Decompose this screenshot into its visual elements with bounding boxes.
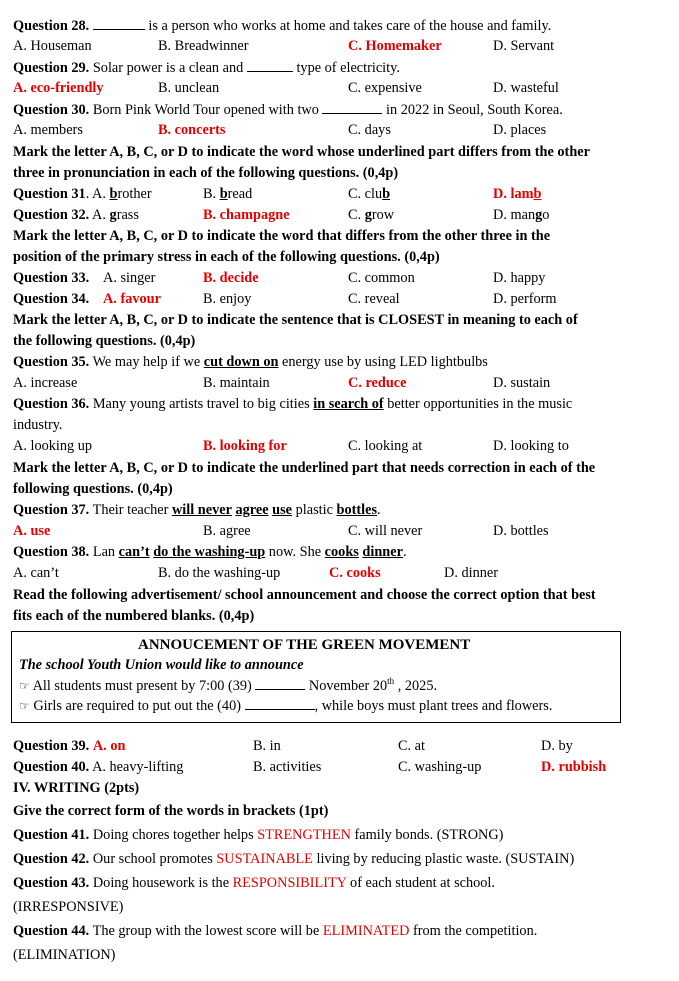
q37-label: Question 37.: [13, 502, 90, 518]
q32-label: Question 32.: [13, 207, 90, 223]
q39-option-d[interactable]: D. by: [541, 738, 573, 754]
q38-option-b[interactable]: B. do the washing-up: [158, 565, 281, 581]
q36-option-d[interactable]: D. looking to: [493, 438, 569, 454]
q28-stem: Question 28. is a person who works at home and takes care of the house and family.: [13, 18, 552, 34]
q30-label: Question 30.: [13, 102, 90, 118]
announcement-line-1: ☞ All students must present by 7:00 (39) November 20th , 2025.: [19, 676, 438, 694]
q29-option-b[interactable]: B. unclean: [158, 80, 220, 96]
q30-blank: [322, 101, 382, 114]
q33-option-d[interactable]: D. happy: [493, 270, 546, 286]
q32-option-d[interactable]: D. mango: [493, 207, 550, 223]
q38-option-c[interactable]: C. cooks: [329, 565, 381, 581]
q44-hint: (ELIMINATION): [13, 947, 116, 963]
instruction-announcement-line1: Read the following advertisement/ school announcement and choose the correct option that best: [13, 587, 596, 603]
q37-option-a[interactable]: A. use: [13, 523, 51, 539]
q39-row: [13, 738, 673, 755]
q31-label: Question 31: [13, 186, 86, 202]
q29-stem: Question 29. Solar power is a clean and type of electricity.: [13, 60, 400, 76]
q31-row: Question 31. A. brother B. bread C. club D. lamb: [13, 186, 542, 202]
q38-label: Question 38.: [13, 544, 90, 560]
instruction-closest-line1: Mark the letter A, B, C, or D to indicate the sentence that is CLOSEST in meaning to each of: [13, 312, 578, 328]
q34-label: Question 34.: [13, 291, 90, 307]
q28-option-c[interactable]: C. Homemaker: [348, 38, 442, 54]
q36-stem: Question 36. Many young artists travel to big cities in search of better opportunities in the music: [13, 396, 573, 412]
q38-stem: Question 38. Lan can’t do the washing-up now. She cooks dinner.: [13, 544, 407, 560]
pointing-hand-icon: ☞: [19, 679, 30, 693]
q35-stem: Question 35. We may help if we cut down on energy use by using LED lightbulbs: [13, 354, 488, 370]
q29-option-a[interactable]: A. eco-friendly: [13, 80, 104, 96]
q32-option-c[interactable]: C. grow: [348, 207, 395, 223]
q35-option-d[interactable]: D. sustain: [493, 375, 551, 391]
q40-row: [13, 759, 673, 776]
q28-option-b[interactable]: B. Breadwinner: [158, 38, 249, 54]
q35-option-c[interactable]: C. reduce: [348, 375, 407, 391]
q33-option-b[interactable]: B. decide: [203, 270, 259, 286]
q30-option-b[interactable]: B. concerts: [158, 122, 226, 138]
q35-option-a[interactable]: A. increase: [13, 375, 78, 391]
q31-option-c[interactable]: C. club: [348, 186, 391, 202]
q41-row: Question 41. Doing chores together helps STRENGTHEN family bonds. (STRONG): [13, 827, 504, 843]
q30-stem: Question 30. Born Pink World Tour opened with two in 2022 in Seoul, South Korea.: [13, 102, 563, 118]
instruction-stress-line1: Mark the letter A, B, C, or D to indicate the word that differs from the other three in the: [13, 228, 551, 244]
q40-label: Question 40.: [13, 759, 90, 775]
q43-row: Question 43. Doing housework is the RESPONSIBILITY of each student at school.: [13, 875, 495, 891]
announcement-subtitle: The school Youth Union would like to announce: [19, 657, 304, 673]
announcement-title: ANNOUCEMENT OF THE GREEN MOVEMENT: [138, 637, 471, 653]
instruction-stress-line2: position of the primary stress in each of the following questions. (0,4p): [13, 249, 440, 265]
q30-option-d[interactable]: D. places: [493, 122, 547, 138]
q36-option-c[interactable]: C. looking at: [348, 438, 423, 454]
q39-option-b[interactable]: B. in: [253, 738, 281, 754]
instruction-correction-line2: following questions. (0,4p): [13, 481, 173, 497]
q30-option-c[interactable]: C. days: [348, 122, 391, 138]
q44-label: Question 44.: [13, 923, 90, 939]
instruction-pronunciation-line1: Mark the letter A, B, C, or D to indicate the word whose underlined part differs from the other: [13, 144, 590, 160]
q40-option-c[interactable]: C. washing-up: [398, 759, 482, 775]
q35-option-b[interactable]: B. maintain: [203, 375, 270, 391]
q39-option-c[interactable]: C. at: [398, 738, 426, 754]
blank-40: [245, 697, 315, 710]
q34-option-c[interactable]: C. reveal: [348, 291, 400, 307]
q34-row: [13, 291, 673, 308]
pointing-hand-icon: ☞: [19, 699, 30, 713]
q34-option-b[interactable]: B. enjoy: [203, 291, 252, 307]
q34-option-a[interactable]: A. favour: [103, 291, 161, 307]
instruction-word-form: Give the correct form of the words in brackets (1pt): [13, 803, 329, 819]
blank-39: [255, 677, 305, 690]
q30-option-a[interactable]: A. members: [13, 122, 83, 138]
q29-option-d[interactable]: D. wasteful: [493, 80, 559, 96]
q31-option-b[interactable]: B. bread: [203, 186, 253, 202]
q42-answer: SUSTAINABLE: [216, 851, 313, 867]
q33-row: [13, 270, 673, 287]
q36-label: Question 36.: [13, 396, 90, 412]
q39-option-a[interactable]: A. on: [92, 738, 126, 754]
instruction-correction-line1: Mark the letter A, B, C, or D to indicate the underlined part that needs correction in each of the: [13, 460, 596, 476]
instruction-announcement-line2: fits each of the numbered blanks. (0,4p): [13, 608, 255, 624]
q41-label: Question 41.: [13, 827, 90, 843]
q33-label: Question 33.: [13, 270, 90, 286]
q33-option-a[interactable]: A. singer: [103, 270, 156, 286]
section-writing-heading: IV. WRITING (2pts): [13, 780, 140, 796]
q37-option-d[interactable]: D. bottles: [493, 523, 549, 539]
q39-label: Question 39.: [13, 738, 90, 754]
q31-option-d[interactable]: D. lamb: [493, 186, 542, 202]
q38-option-a[interactable]: A. can’t: [13, 565, 59, 581]
q32-option-b[interactable]: B. champagne: [203, 207, 290, 223]
q40-option-a[interactable]: A. heavy-lifting: [92, 759, 184, 775]
q43-label: Question 43.: [13, 875, 90, 891]
q36-option-a[interactable]: A. looking up: [13, 438, 93, 454]
q42-row: Question 42. Our school promotes SUSTAINABLE living by reducing plastic waste. (SUSTAIN): [13, 851, 575, 867]
q32-row: Question 32. A. grass B. champagne C. grow D. mango: [13, 207, 550, 223]
q28-blank: [93, 17, 145, 30]
q35-label: Question 35.: [13, 354, 90, 370]
q38-option-d[interactable]: D. dinner: [444, 565, 498, 581]
q37-stem: Question 37. Their teacher will never agree use plastic bottles.: [13, 502, 381, 518]
q42-label: Question 42.: [13, 851, 90, 867]
instruction-pronunciation-line2: three in pronunciation in each of the following questions. (0,4p): [13, 165, 399, 181]
q43-hint: (IRRESPONSIVE): [13, 899, 124, 915]
q40-option-d[interactable]: D. rubbish: [541, 759, 607, 775]
q40-option-b[interactable]: B. activities: [253, 759, 322, 775]
q37-option-c[interactable]: C. will never: [348, 523, 423, 539]
announcement-line-2: ☞ Girls are required to put out the (40) , while boys must plant trees and flowers.: [19, 698, 553, 714]
q28-option-d[interactable]: D. Servant: [493, 38, 555, 54]
q43-answer: RESPONSIBILITY: [232, 875, 347, 891]
q33-option-c[interactable]: C. common: [348, 270, 415, 286]
q36-stem-cont: industry.: [13, 417, 63, 433]
q36-option-b[interactable]: B. looking for: [203, 438, 287, 454]
q41-answer: STRENGTHEN: [257, 827, 351, 843]
q28-option-a[interactable]: A. Houseman: [13, 38, 92, 54]
q44-row: Question 44. The group with the lowest score will be ELIMINATED from the competition.: [13, 923, 538, 939]
q37-option-b[interactable]: B. agree: [203, 523, 251, 539]
q28-label: Question 28.: [13, 18, 90, 34]
q44-answer: ELIMINATED: [322, 923, 410, 939]
instruction-closest-line2: the following questions. (0,4p): [13, 333, 196, 349]
q29-blank: [247, 59, 293, 72]
q34-option-d[interactable]: D. perform: [493, 291, 557, 307]
q29-option-c[interactable]: C. expensive: [348, 80, 422, 96]
q29-label: Question 29.: [13, 60, 90, 76]
